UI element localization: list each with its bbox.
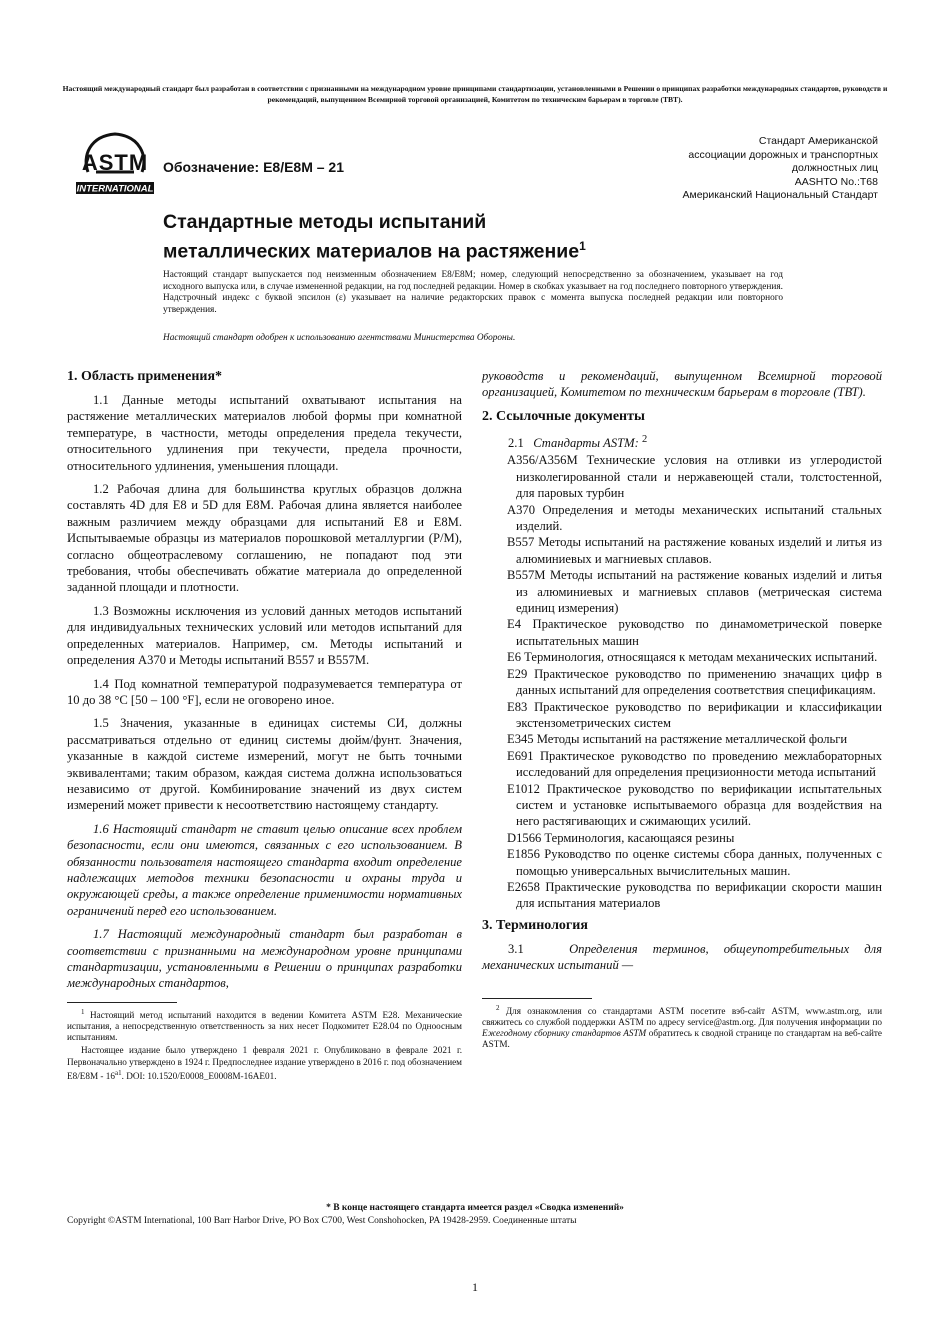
footnote-2-text-end: обратитесь к сводной странице по стандартам на веб-сайте ASTM. <box>482 1028 883 1050</box>
document-title <box>163 210 723 264</box>
aashto-block <box>628 135 878 203</box>
footnote-2-annual-book: Ежегодному сборнику стандартов ASTM <box>482 1028 647 1039</box>
approval-note: Настоящий стандарт одобрен к использованию агентствами Министерства Обороны. <box>163 333 516 343</box>
section-3-heading: 3. Терминология <box>482 917 588 933</box>
section-2-heading: 2. Ссылочные документы <box>482 408 645 424</box>
astm-logo <box>72 128 158 198</box>
aashto-line: Американский Национальный Стандарт <box>682 189 878 202</box>
footnote-2 <box>482 1003 882 1051</box>
reference-item: B557 Методы испытаний на растяжение кованых изделий и литья из алюминиевых и магниевых сплавов. <box>507 535 882 566</box>
footnote-1-text: Настоящий метод испытаний находится в ведении Комитета ASTM E28. Механические испытания, а непосредственную ответственность за них несет Подкомитет E28.04 по Одноосным испытаниям. <box>67 1009 462 1043</box>
title-line-2: металлических материалов на растяжение <box>163 240 580 263</box>
subsection-2-1 <box>508 432 882 452</box>
paragraph-1-4: 1.4 Под комнатной температурой подразумевается температура от 10 до 38 °C [50 – 100 °F], если не оговорено иное. <box>67 676 462 707</box>
aashto-line: AASHTO No.:T68 <box>794 175 878 188</box>
title-line-1: Стандартные методы испытаний <box>163 211 487 233</box>
edition-epsilon-sup: a1 <box>114 1068 122 1077</box>
right-column <box>482 368 882 1052</box>
paragraph-3-1 <box>482 941 882 974</box>
issuance-note: Настоящий стандарт выпускается под неизменным обозначением E8/E8M; номер, следующий непосредственно за обозначением, указывает на год исходного выпуска или, в случае измененной редакции, на год последней редакции. Номер в скобках указывает на год последнего повторного утверждения. Надстрочный индекс с буквой эпсилон (ε) указывает на наличие редакторских правок с момента выпуска последней редакции или повторного утверждения. <box>163 270 783 315</box>
copyright: Copyright ©ASTM International, 100 Barr Harbor Drive, PO Box C700, West Conshohocken, PA 19428-2959. Соединенные штаты <box>67 1216 577 1226</box>
paragraph-1-6: 1.6 Настоящий стандарт не ставит целью описание всех проблем безопасности, если они имеются, связанных с его использованием. В обязанности пользователя настоящего стандарта входит определение надлежащих методов техники безопасности и охраны труда и окружающей среды, а также определение применимости нормативных ограничений перед его использованием. <box>67 821 462 918</box>
paragraph-1-5: 1.5 Значения, указанные в единицах системы СИ, должны рассматриваться отдельно от единиц системы дюйм/фунт. Значения, указанные в каждой системе измерений, могут не быть точными эквивалентами; таким образом, каждая система должна использоваться независимо от другой. Комбинирование значений из двух систем измерений может привести к несоответствию настоящему стандарту. <box>67 716 462 813</box>
reference-item: D1566 Терминология, касающаяся резины <box>507 830 735 845</box>
aashto-line: должностных лиц <box>791 162 878 175</box>
reference-item: E1012 Практическое руководство по верификации испытательных систем и установке испытываемого образца для воздействия на него растягивающих и сжимающих усилий. <box>507 781 882 829</box>
reference-item: A370 Определения и методы механических испытаний стальных изделий. <box>507 502 882 534</box>
reference-item: E4 Практическое руководство по динамометрической поверке испытательных машин <box>507 617 882 648</box>
aashto-line: Стандарт Американской <box>758 135 878 147</box>
paragraph-1-2: 1.2 Рабочая длина для большинства круглых образцов должна составлять 4D для E8 и 5D для E8M. Рабочая длина является наиболее важным различием между образцами для испытаний E8 и E8M. Испытываемые образцы из материалов порошковой металлургии (P/M), согласно общеотраслевому соглашению, не попадают под эти требования, чтобы обеспечивать обжатие материала до определенной заданной площади и плотности. <box>67 482 462 595</box>
designation: Обозначение: E8/E8M – 21 <box>163 159 345 175</box>
paragraph-3-1-number: 3.1 <box>508 941 524 956</box>
subsection-2-1-label: Стандарты ASTM: <box>533 436 639 450</box>
summary-of-changes-note: * В конце настоящего стандарта имеется раздел «Сводка изменений» <box>326 1203 624 1213</box>
subsection-2-1-number: 2.1 <box>508 436 524 450</box>
aashto-line: ассоциации дорожных и транспортных <box>688 148 878 161</box>
reference-item: B557M Методы испытаний на растяжение кованых изделий и литья из алюминиевых и магниевых сплавов (метрическая система единиц измерения) <box>507 568 882 616</box>
footnote-divider <box>482 998 592 999</box>
reference-item: E29 Практическое руководство по применению значащих цифр в данных испытаний для определения соответствия спецификациям. <box>507 666 882 698</box>
reference-item: E345 Методы испытаний на растяжение металлической фольги <box>507 732 848 747</box>
reference-item: E83 Практическое руководство по верификации и классификации экстензометрических систем <box>507 699 882 730</box>
section-1-heading: 1. Область применения* <box>67 369 223 384</box>
title-footnote-ref[interactable]: 1 <box>579 239 586 253</box>
footnote-2-ref[interactable]: 2 <box>641 433 648 445</box>
footnote-1-marker: 1 <box>81 1007 85 1016</box>
footnote-1-edition <box>67 1045 462 1082</box>
footnote-2-text: Для ознакомления со стандартами ASTM посетите вэб-сайт ASTM, www.astm.org, или свяжитесь со службой поддержки ASTM по адресу service@astm.org. Для получения информации по <box>482 1005 882 1027</box>
logo-text-top: ASTM <box>81 150 149 175</box>
reference-item: A356/A356M Технические условия на отливки из углеродистой низколегированной стали и нержавеющей стали, толстостенной, для паровых турбин <box>507 453 882 501</box>
reference-item: E6 Терминология, относящаяся к методам механических испытаний. <box>507 650 878 665</box>
reference-item: E1856 Руководство по оценке системы сбора данных, полученных с помощью универсальных вычислительных машин. <box>507 847 882 878</box>
paragraph-3-1-text: Определения терминов, общеупотребительных для механических испытаний — <box>482 941 882 973</box>
footnote-divider <box>67 1002 177 1003</box>
paragraph-1-1: 1.1 Данные методы испытаний охватывают испытания на растяжение металлических материалов любой формы при комнатной температуре, в частности, методы определения предела текучести, относительного удлинения при текучести, предела прочности, относительного удлинения, уменьшения площади. <box>67 393 462 473</box>
page-number: 1 <box>472 1280 478 1294</box>
paragraph-1-7: 1.7 Настоящий международный стандарт был разработан в соответствии с признанными на международном уровне принципами стандартизации, установленными в Решении о принципах разработки международных стандартов, <box>67 927 462 991</box>
paragraph-1-3: 1.3 Возможны исключения из условий данных методов испытаний для индивидуальных технических условий или методов испытаний для определенных материалов. Например, см. Методы испытаний и определения A370 и Методы испытаний B557 и B557M. <box>67 603 462 668</box>
footnote-2-marker: 2 <box>496 1003 500 1012</box>
logo-text-bottom: INTERNATIONAL <box>76 183 154 195</box>
footnote-1-edition-text: Настоящее издание было утверждено 1 февраля 2021 г. Опубликовано в феврале 2021 г. Первоначально утверждено в 1924 г. Предпоследнее издание утверждено в 2016 г. под обозначением E8/E8M - 16 <box>67 1045 462 1081</box>
top-note: Настоящий международный стандарт был разработан в соответствии с признанными на международном уровне принципами стандартизации, установленными в Решении о принципах разработки международных стандартов, руководств и рекомендаций, выпущенном Всемирной торговой организацией, Комитетом по техническим барьерам в торговле (ТВТ). <box>62 84 888 104</box>
reference-item: E2658 Практические руководства по верификации скорости машин для испытания материалов <box>507 879 882 911</box>
footnote-1-doi: . DOI: 10.1520/E0008_E0008M-16AE01. <box>121 1070 277 1081</box>
reference-item: E691 Практическое руководство по проведению межлабораторных исследований для определения прецизионности метода испытаний <box>507 748 882 780</box>
left-column <box>67 368 462 1084</box>
paragraph-1-7-continued: руководств и рекомендаций, выпущенном Всемирной торговой организацией, Комитетом по техническим барьерам в торговле (ТВТ). <box>482 369 882 400</box>
footnote-1 <box>67 1007 462 1044</box>
